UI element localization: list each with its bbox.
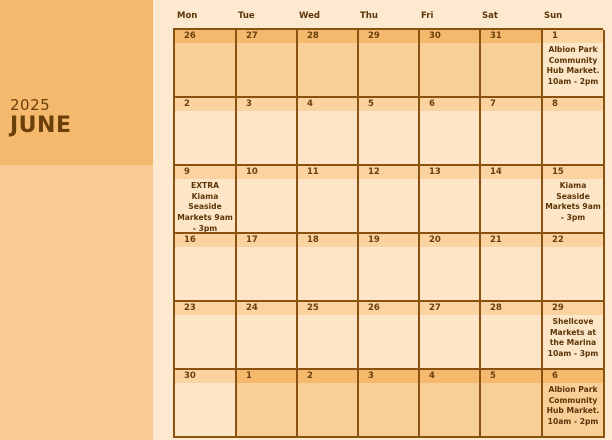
weekday-sat: Sat	[482, 11, 498, 21]
day-cell[interactable]	[298, 166, 359, 234]
day-number: 3	[237, 98, 296, 111]
day-cell[interactable]	[175, 98, 237, 166]
day-number: 31	[481, 30, 541, 43]
day-number: 23	[175, 302, 235, 315]
day-number: 19	[359, 234, 418, 247]
day-cell[interactable]	[359, 370, 420, 438]
day-number: 2	[298, 370, 357, 383]
day-cell[interactable]	[237, 370, 298, 438]
day-cell[interactable]	[420, 30, 481, 98]
day-number: 15	[543, 166, 603, 179]
day-cell[interactable]	[543, 302, 605, 370]
event-text: Albion Park Community Hub Market. 10am - 2pm	[546, 385, 600, 427]
weekday-thu: Thu	[360, 11, 378, 21]
day-number: 24	[237, 302, 296, 315]
day-cell[interactable]	[543, 30, 605, 98]
day-cell[interactable]	[359, 30, 420, 98]
day-cell[interactable]	[481, 302, 543, 370]
day-number: 20	[420, 234, 479, 247]
day-number: 30	[175, 370, 235, 383]
day-cell[interactable]	[543, 166, 605, 234]
day-cell[interactable]	[481, 166, 543, 234]
day-cell[interactable]	[175, 302, 237, 370]
day-number: 18	[298, 234, 357, 247]
day-cell[interactable]	[481, 30, 543, 98]
day-number: 4	[420, 370, 479, 383]
day-number: 27	[420, 302, 479, 315]
day-number: 6	[420, 98, 479, 111]
day-cell[interactable]	[481, 98, 543, 166]
day-cell[interactable]	[420, 166, 481, 234]
weekday-tue: Tue	[238, 11, 255, 21]
day-cell[interactable]	[298, 30, 359, 98]
day-number: 27	[237, 30, 296, 43]
day-number: 22	[543, 234, 603, 247]
day-number: 13	[420, 166, 479, 179]
day-number: 1	[237, 370, 296, 383]
day-cell[interactable]	[175, 370, 237, 438]
day-cell[interactable]	[237, 166, 298, 234]
day-cell[interactable]	[175, 30, 237, 98]
day-cell[interactable]	[481, 234, 543, 302]
event-text: EXTRA Kiama Seaside Markets 9am - 3pm	[177, 181, 233, 233]
day-number: 17	[237, 234, 296, 247]
day-number: 5	[359, 98, 418, 111]
day-number: 30	[420, 30, 479, 43]
day-cell[interactable]	[175, 166, 237, 234]
weekday-mon: Mon	[177, 11, 198, 21]
day-number: 1	[543, 30, 603, 43]
day-number: 11	[298, 166, 357, 179]
day-number: 16	[175, 234, 235, 247]
day-cell[interactable]	[237, 98, 298, 166]
day-cell[interactable]	[298, 234, 359, 302]
day-cell[interactable]	[359, 302, 420, 370]
day-cell[interactable]	[298, 302, 359, 370]
weekday-sun: Sun	[544, 11, 563, 21]
day-number: 28	[481, 302, 541, 315]
day-number: 4	[298, 98, 357, 111]
day-number: 2	[175, 98, 235, 111]
event-text: Albion Park Community Hub Market. 10am - 2pm	[546, 45, 600, 87]
day-number: 26	[359, 302, 418, 315]
side-panel	[0, 165, 153, 440]
day-number: 3	[359, 370, 418, 383]
day-number: 6	[543, 370, 603, 383]
day-cell[interactable]	[543, 234, 605, 302]
day-cell[interactable]	[359, 98, 420, 166]
day-number: 8	[543, 98, 603, 111]
day-cell[interactable]	[481, 370, 543, 438]
header-panel	[0, 0, 153, 165]
day-cell[interactable]	[237, 302, 298, 370]
event-text: Kiama Seaside Markets 9am - 3pm	[545, 181, 601, 223]
month-title: JUNE	[10, 113, 72, 138]
day-number: 9	[175, 166, 235, 179]
weekday-wed: Wed	[299, 11, 320, 21]
day-number: 14	[481, 166, 541, 179]
day-cell[interactable]	[420, 234, 481, 302]
day-number: 12	[359, 166, 418, 179]
day-cell[interactable]	[543, 98, 605, 166]
day-cell[interactable]	[359, 234, 420, 302]
day-number: 21	[481, 234, 541, 247]
weekday-fri: Fri	[421, 11, 434, 21]
day-cell[interactable]	[359, 166, 420, 234]
day-number: 28	[298, 30, 357, 43]
day-cell[interactable]	[420, 370, 481, 438]
day-number: 25	[298, 302, 357, 315]
day-number: 7	[481, 98, 541, 111]
day-cell[interactable]	[420, 98, 481, 166]
day-cell[interactable]	[420, 302, 481, 370]
day-cell[interactable]	[237, 234, 298, 302]
day-number: 29	[359, 30, 418, 43]
calendar-grid	[173, 28, 603, 438]
event-text: Shellcove Markets at the Marina 10am - 3pm	[547, 317, 599, 359]
day-number: 10	[237, 166, 296, 179]
day-cell[interactable]	[543, 370, 605, 438]
day-cell[interactable]	[298, 370, 359, 438]
day-number: 5	[481, 370, 541, 383]
day-cell[interactable]	[298, 98, 359, 166]
year-label: 2025	[10, 96, 51, 114]
day-cell[interactable]	[237, 30, 298, 98]
day-number: 29	[543, 302, 603, 315]
day-number: 26	[175, 30, 235, 43]
day-cell[interactable]	[175, 234, 237, 302]
